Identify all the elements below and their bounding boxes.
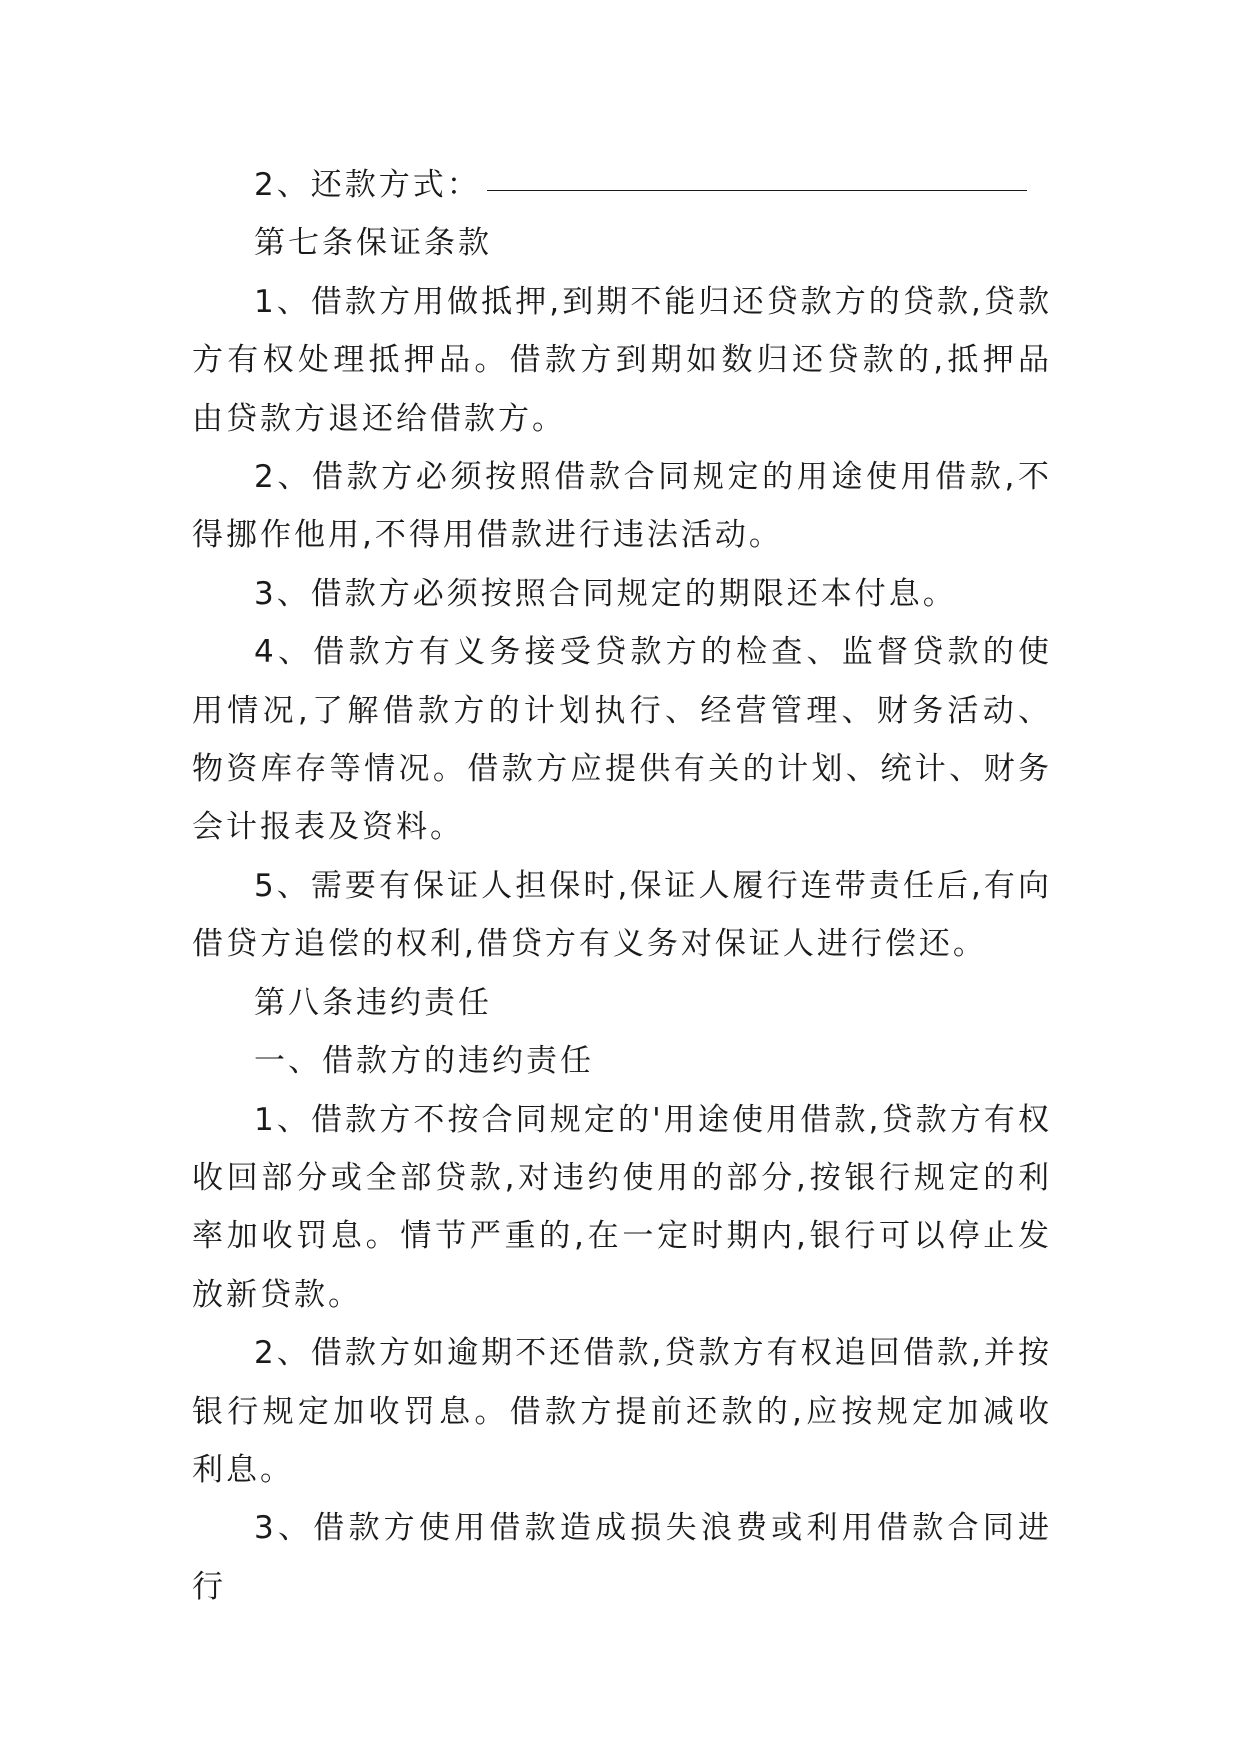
article-8-heading: 第八条违约责任 [254, 984, 492, 1021]
article-7-clause-5: 5、需要有保证人担保时,保证人履行连带责任后,有向借贷方追偿的权利,借贷方有义务对保证人进行偿还。 [192, 867, 1052, 963]
article-8-subheading-borrower: 一、借款方的违约责任 [254, 1043, 594, 1080]
document-body [192, 156, 1052, 1616]
article-8-clause-3: 3、借款方使用借款造成损失浪费或利用借款合同进行 [192, 1510, 1052, 1605]
article-7-clause-1: 1、借款方用做抵押,到期不能归还贷款方的贷款,贷款方有权处理抵押品。借款方到期如数归还贷款的,抵押品由贷款方退还给借款方。 [192, 283, 1052, 437]
article-7-clause-4: 4、借款方有义务接受贷款方的检查、监督贷款的使用情况,了解借款方的计划执行、经营管理、财务活动、物资库存等情况。借款方应提供有关的计划、统计、财务会计报表及资料。 [192, 634, 1052, 846]
article-7-heading: 第七条保证条款 [254, 225, 492, 262]
article-8-clause-1: 1、借款方不按合同规定的'用途使用借款,贷款方有权收回部分或全部贷款,对违约使用的部分,按银行规定的利率加收罚息。情节严重的,在一定时期内,银行可以停止发放新贷款。 [192, 1101, 1052, 1313]
repayment-method-line [192, 156, 1052, 214]
repayment-method-blank[interactable] [487, 190, 1027, 191]
repayment-method-label: 2、还款方式： [254, 167, 481, 203]
article-7-clause-2: 2、借款方必须按照借款合同规定的用途使用借款,不得挪作他用,不得用借款进行违法活动。 [192, 459, 1052, 554]
article-8-clause-2: 2、借款方如逾期不还借款,贷款方有权追回借款,并按银行规定加收罚息。借款方提前还款的,应按规定加减收利息。 [192, 1335, 1052, 1488]
article-7-clause-3: 3、借款方必须按照合同规定的期限还本付息。 [254, 575, 957, 612]
